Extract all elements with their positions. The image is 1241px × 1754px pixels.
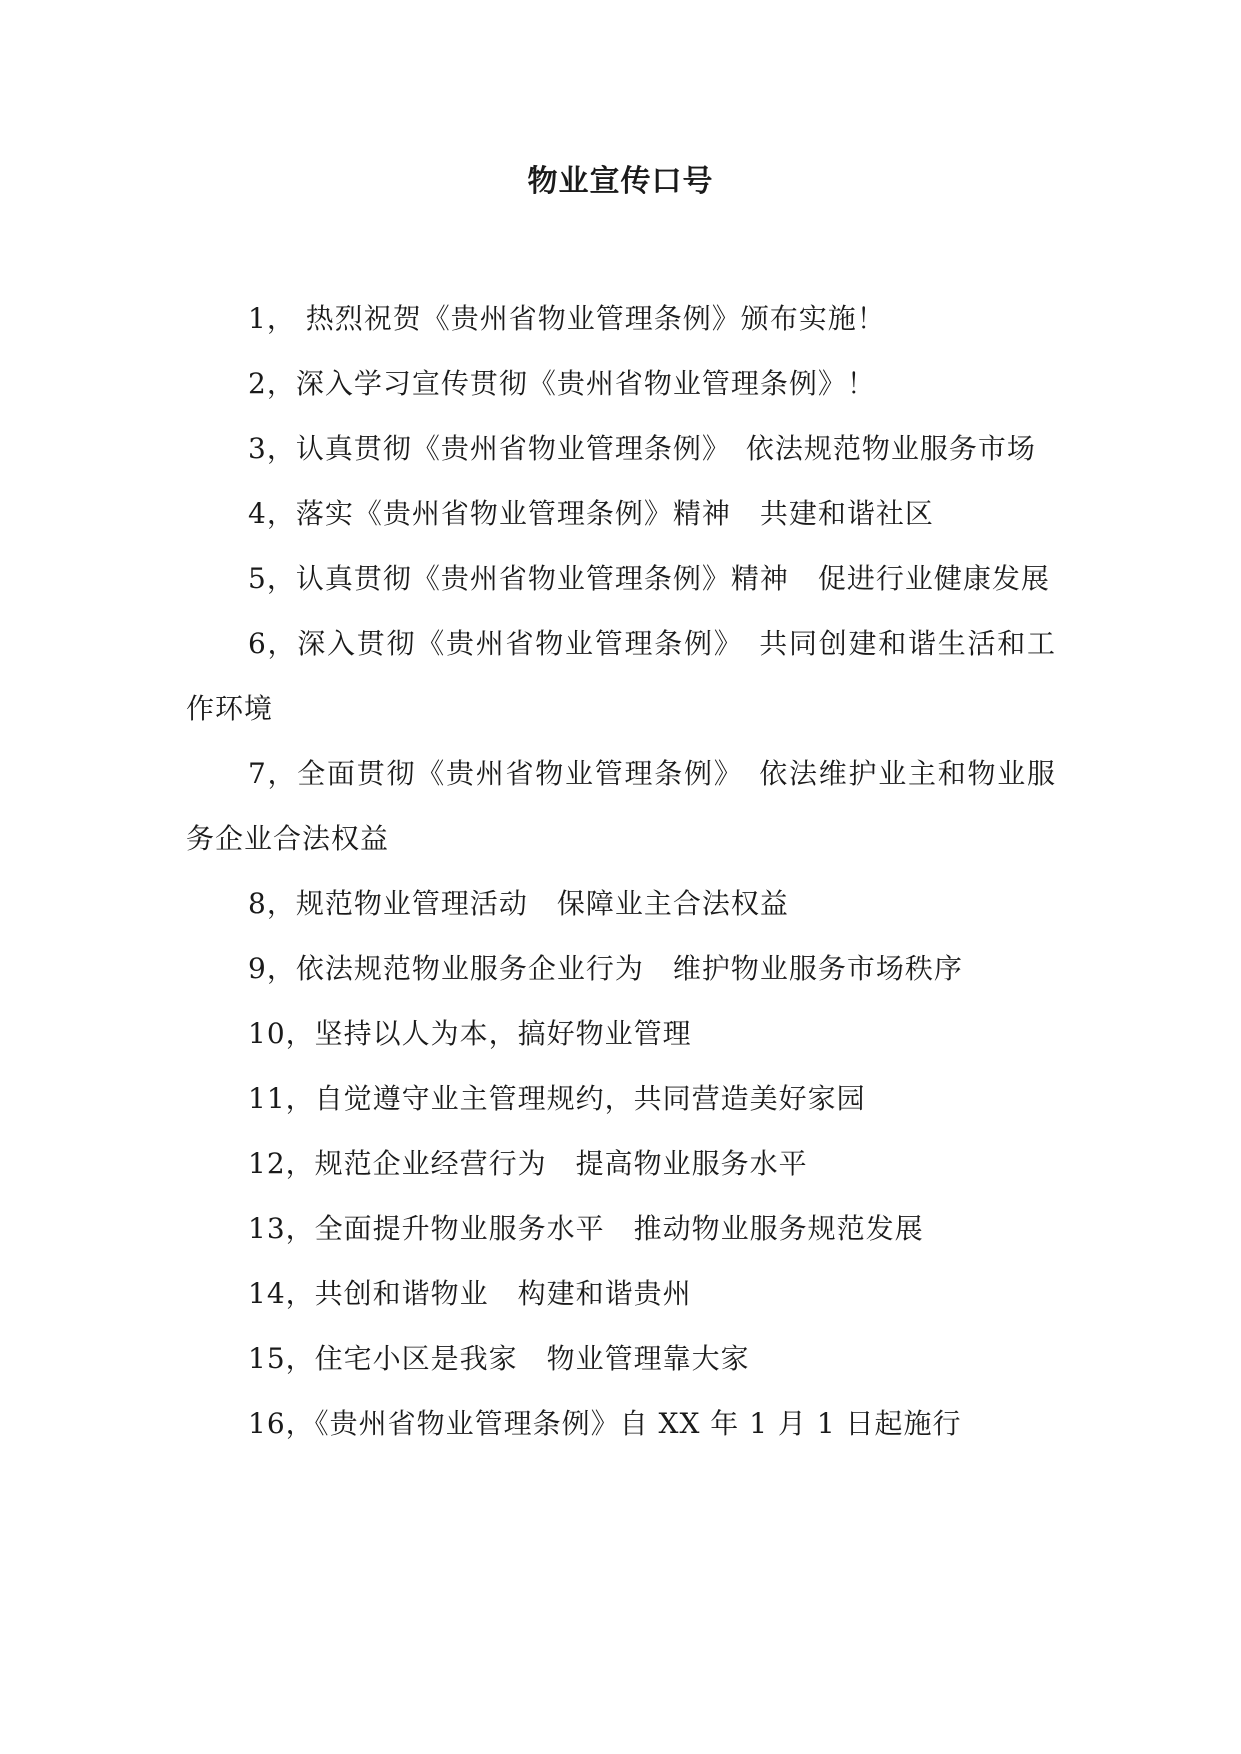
slogan-list <box>186 286 1056 1456</box>
slogan-item-5: 5，认真贯彻《贵州省物业管理条例》精神 促进行业健康发展 <box>248 562 1050 595</box>
slogan-item-10: 10，坚持以人为本，搞好物业管理 <box>248 1017 692 1050</box>
slogan-item-3: 3，认真贯彻《贵州省物业管理条例》 依法规范物业服务市场 <box>248 432 1036 465</box>
slogan-item-15: 15，住宅小区是我家 物业管理靠大家 <box>248 1342 750 1375</box>
slogan-item-4: 4，落实《贵州省物业管理条例》精神 共建和谐社区 <box>248 497 934 530</box>
slogan-item-13: 13，全面提升物业服务水平 推动物业服务规范发展 <box>248 1212 924 1245</box>
slogan-item-8: 8，规范物业管理活动 保障业主合法权益 <box>248 887 789 920</box>
slogan-item-7: 7，全面贯彻《贵州省物业管理条例》 依法维护业主和物业服务企业合法权益 <box>186 757 1056 855</box>
slogan-item-9: 9，依法规范物业服务企业行为 维护物业服务市场秩序 <box>248 952 963 985</box>
slogan-item-6: 6，深入贯彻《贵州省物业管理条例》 共同创建和谐生活和工作环境 <box>186 627 1056 725</box>
slogan-item-11: 11，自觉遵守业主管理规约，共同营造美好家园 <box>248 1082 866 1115</box>
slogan-item-14: 14，共创和谐物业 构建和谐贵州 <box>248 1277 692 1310</box>
slogan-item-1: 1， 热烈祝贺《贵州省物业管理条例》颁布实施！ <box>248 302 886 335</box>
slogan-item-16: 16，《贵州省物业管理条例》自 XX 年 1 月 1 日起施行 <box>248 1407 962 1440</box>
document-title: 物业宣传口号 <box>527 164 714 199</box>
slogan-item-12: 12，规范企业经营行为 提高物业服务水平 <box>248 1147 808 1180</box>
slogan-item-2: 2，深入学习宣传贯彻《贵州省物业管理条例》！ <box>248 367 876 400</box>
